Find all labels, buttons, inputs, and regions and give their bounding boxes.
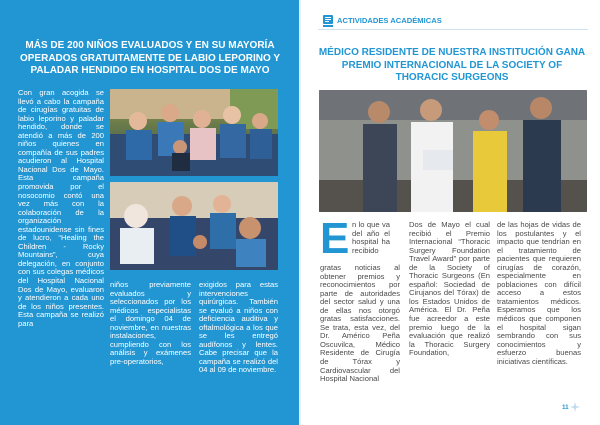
right-headline: MÉDICO RESIDENTE DE NUESTRA INSTITUCIÓN GANA PREMIO INTERNACIONAL DE LA SOCIETY OF THORACIC SURGEONS — [318, 47, 586, 83]
award-ceremony-photo — [319, 90, 587, 212]
left-body-column-3: exigidos para estas intervenciones quirúrgicas. También se evaluó a niños con deficiencia auditiva y oftalmológica a los que se les entregó audífonos y lentes. Cabe precisar que la campaña se realizó del 04 al 09 de noviembre. — [199, 280, 278, 375]
campaign-group-photo-art — [110, 89, 278, 176]
left-body-column-2: niños previamente evaluados y seleccionados por los médicos especialistas el domingo 04 de noviembre, en nuestras instalaciones, cumpliendo con los análisis y exámenes pre-operatorios, — [110, 280, 191, 366]
campaign-group-photo — [110, 89, 278, 176]
star-icon — [570, 402, 580, 412]
page-number: 11 — [562, 404, 569, 411]
book-icon — [322, 14, 334, 28]
drop-cap-letter: E — [320, 214, 350, 263]
section-title: ACTIVIDADES ACADÉMICAS — [337, 16, 442, 25]
right-body-column-3: de las hojas de vidas de los postulantes y el impacto que tendrían en el tratamiento de pacientes que requieren cirugías de corazón, especialmente en poblaciones con difícil acceso a estos tratamientos médicos. Esperamos que los médicos que componen el hospital sigan sembrando con sus conocimientos y esfuerzo buenas iniciativas científicas. — [497, 220, 581, 366]
left-body-column-1: Con gran acogida se llevó a cabo la campaña de cirugías gratuitas de labio leporino y paladar hendido, donde se atendió a más de 200 niños quienes en compañía de sus padres acudieron al Hospital Nacional Dos de Mayo. Esta campaña promovida por el nosocomio contó una vez más con la colaboración de la organización estadounidense sin fines de lucro, “Healing the Children - Rocky Mountains”, cuya delegación, en conjunto con sus colegas médicos del Hospital Nacional Dos de Mayo, evaluaron y atendieron a cada uno de los niños presentes. Esta campaña se realizó para — [18, 88, 104, 328]
patient-evaluation-photo — [110, 182, 278, 270]
left-headline: MÁS DE 200 NIÑOS EVALUADOS Y EN SU MAYORÍA OPERADOS GRATUITAMENTE DE LABIO LEPORINO Y PALADAR HENDIDO EN HOSPITAL DOS DE MAYO — [19, 40, 280, 76]
right-body-lead: n lo que va del año el hospital ha recibido — [352, 220, 390, 255]
patient-evaluation-photo-art — [110, 182, 278, 270]
award-ceremony-photo-art — [319, 90, 587, 212]
section-divider — [318, 29, 588, 30]
right-body-column-2: Dos de Mayo el cual recibió el Premio Internacional “Thoracic Surgery Foundation Travel Award” por parte de la Society of Thoracic Surgeons (En español: Sociedad de Cirujanos del Tórax) de los Estados Unidos de América. El Dr. Peña fue acreedor a este premio luego de la evaluación que realizó la Thoracic Surgery Foundation, — [409, 220, 490, 358]
page-gutter — [299, 0, 301, 425]
right-body-column-1: gratas noticias al obtener premios y reconocimientos por parte de autoridades del sector salud y una de ellas nos otorgó gratas satisfacciones. Se trata, esta vez, del Dr. Américo Peña Oscuvilca, Médico Residente de Cirugía de Tórax y Cardiovascular del Hospital Nacional — [320, 263, 400, 384]
